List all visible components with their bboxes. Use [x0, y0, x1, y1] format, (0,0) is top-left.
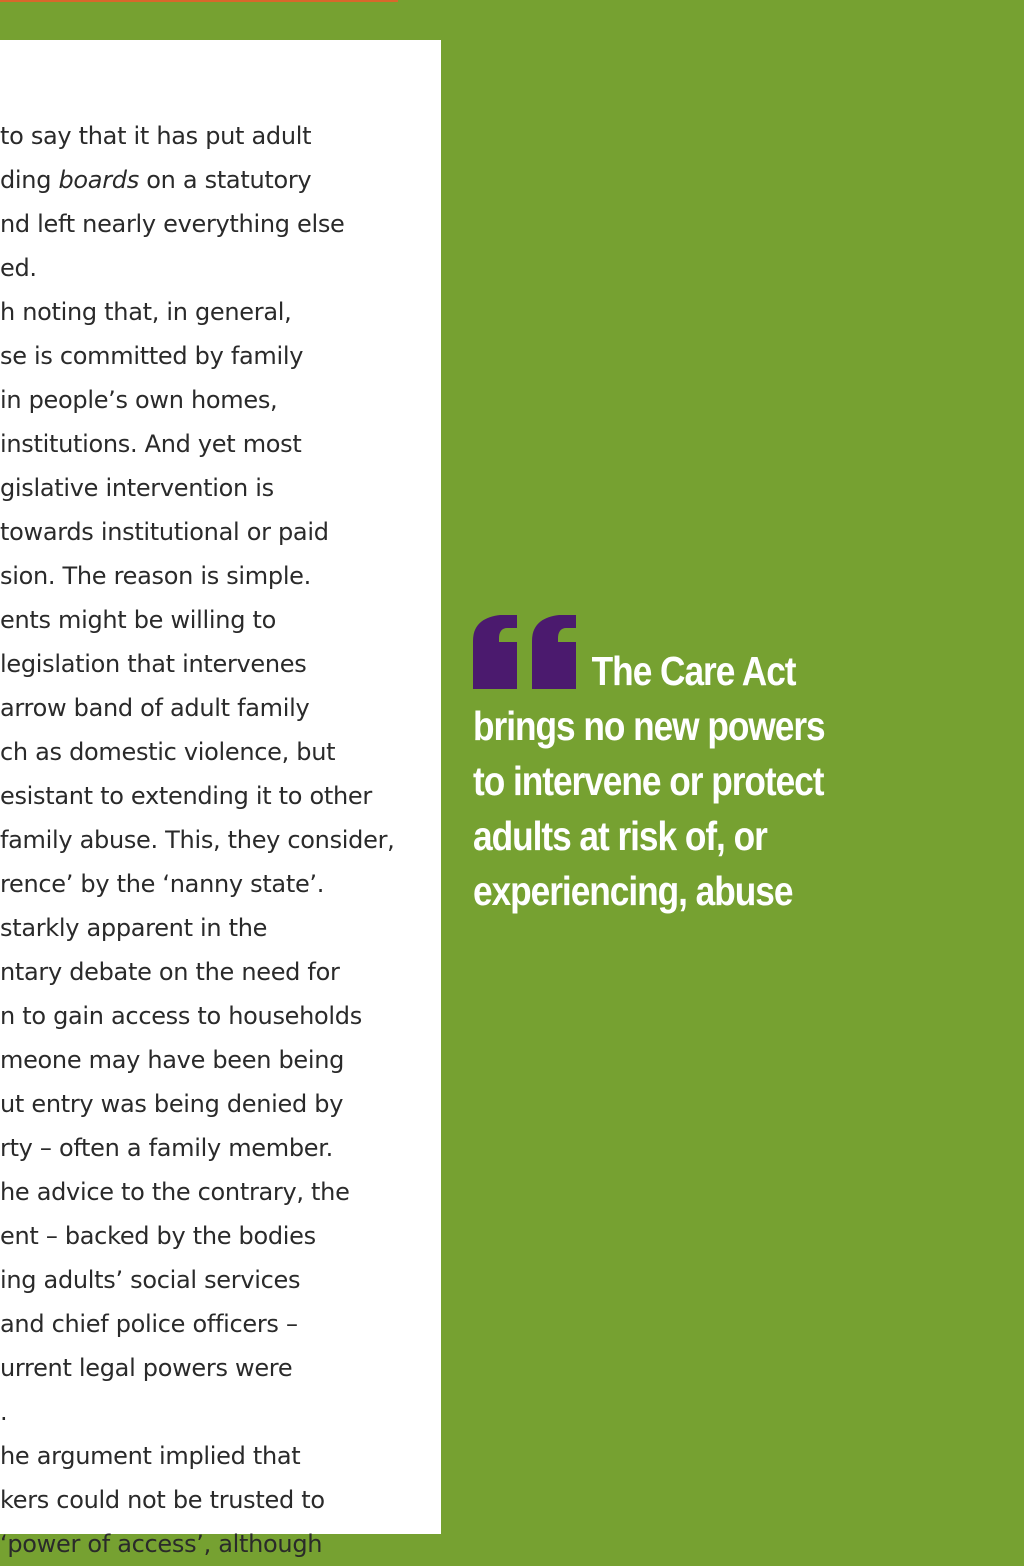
pull-quote-line: experiencing, abuse: [473, 868, 793, 914]
body-line: urrent legal powers were: [0, 1354, 293, 1382]
body-line: he advice to the contrary, the: [0, 1178, 350, 1206]
pull-quote-line: brings no new powers: [473, 703, 825, 749]
body-line: ed.: [0, 254, 37, 282]
body-line: rty – often a family member.: [0, 1134, 333, 1162]
pull-quote-line: adults at risk of, or: [473, 813, 767, 859]
emphasis: boards: [58, 166, 139, 194]
body-line: towards institutional or paid: [0, 518, 329, 546]
body-line: ntary debate on the need for: [0, 958, 340, 986]
body-line: in people’s own homes,: [0, 386, 278, 414]
body-line: gislative intervention is: [0, 474, 274, 502]
body-line: ut entry was being denied by: [0, 1090, 344, 1118]
body-line: ent – backed by the bodies: [0, 1222, 316, 1250]
body-line: ing adults’ social services: [0, 1266, 301, 1294]
body-line: and chief police officers –: [0, 1310, 298, 1338]
body-line: arrow band of adult family: [0, 694, 310, 722]
body-line: .: [0, 1398, 8, 1426]
body-line: h noting that, in general,: [0, 298, 292, 326]
body-line: kers could not be trusted to: [0, 1486, 325, 1514]
body-line: rence’ by the ‘nanny state’.: [0, 870, 325, 898]
body-line: ‘power of access’, although: [0, 1530, 323, 1558]
body-line: to say that it has put adult: [0, 122, 312, 150]
body-line: he argument implied that: [0, 1442, 301, 1470]
body-line: ding boards on a statutory: [0, 166, 312, 194]
body-line: n to gain access to households: [0, 1002, 362, 1030]
body-line: institutions. And yet most: [0, 430, 302, 458]
body-line: family abuse. This, they consider,: [0, 826, 395, 854]
body-line: nd left nearly everything else: [0, 210, 345, 238]
body-line: se is committed by family: [0, 342, 304, 370]
body-line: sion. The reason is simple.: [0, 562, 311, 590]
body-line: esistant to extending it to other: [0, 782, 372, 810]
pull-quote-line: to intervene or protect: [473, 758, 824, 804]
body-text-panel: [0, 40, 441, 1558]
top-accent-rule: [0, 0, 398, 2]
body-line: legislation that intervenes: [0, 650, 307, 678]
body-line: ents might be willing to: [0, 606, 276, 634]
body-text: [0, 114, 441, 1566]
body-line: ch as domestic violence, but: [0, 738, 336, 766]
pull-quote-text: [473, 644, 973, 919]
body-line: meone may have been being: [0, 1046, 345, 1074]
pull-quote-line: The Care Act: [591, 648, 796, 694]
body-line: starkly apparent in the: [0, 914, 268, 942]
